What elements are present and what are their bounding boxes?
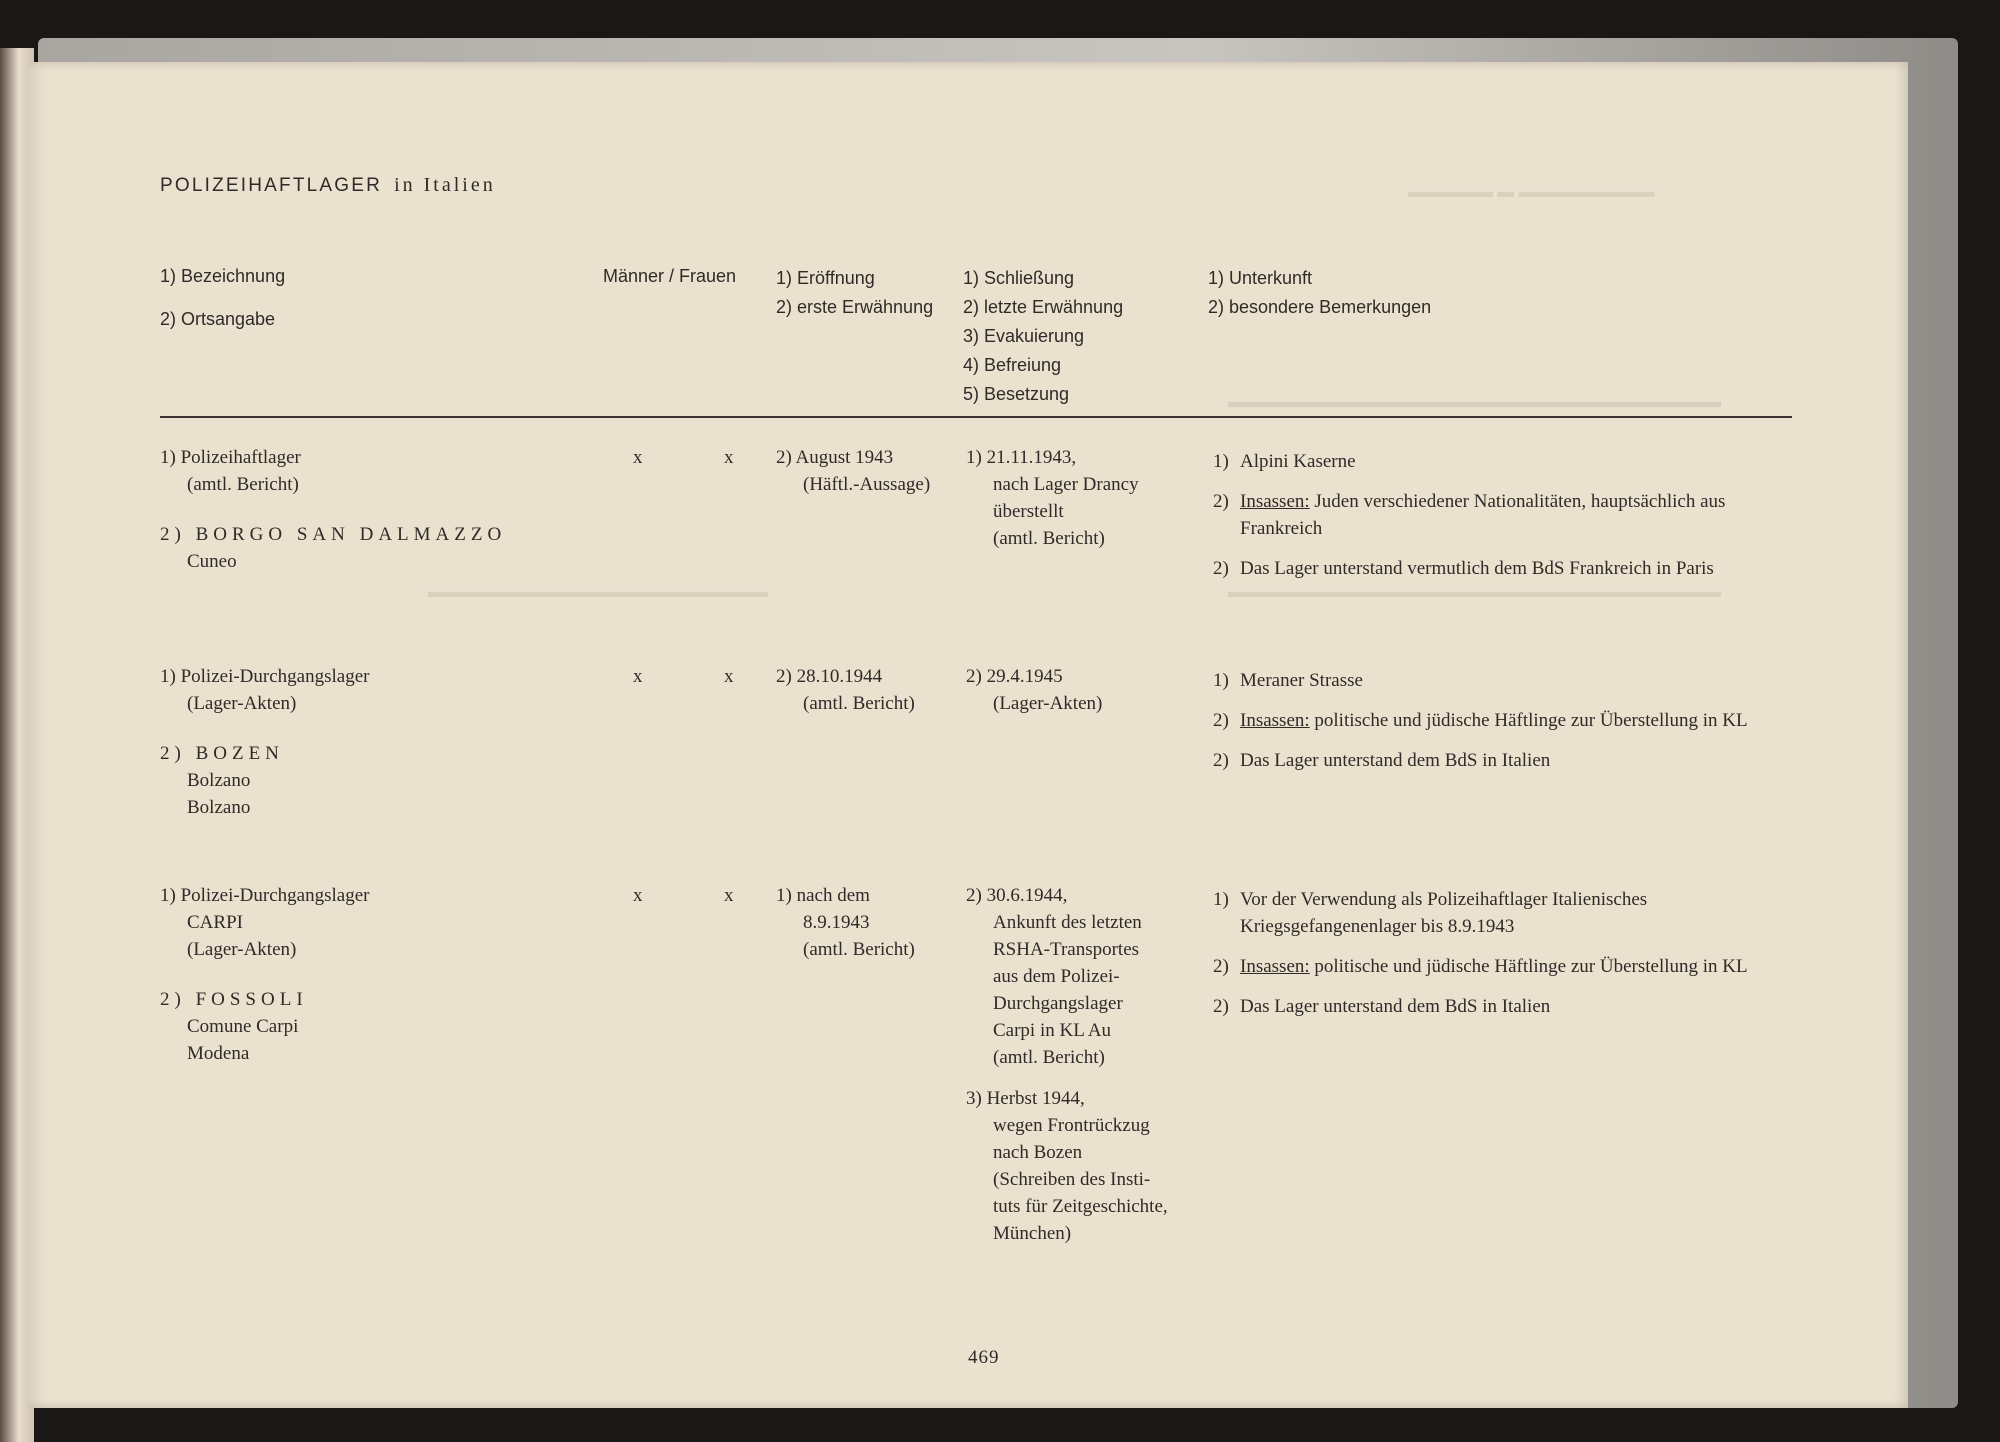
row2-open bbox=[776, 663, 915, 717]
row1-men: x bbox=[633, 447, 643, 468]
remark-text bbox=[1240, 747, 1783, 774]
remark-body: Alpini Kaserne bbox=[1240, 451, 1356, 472]
show-through-text: ▬▬▬▬▬▬▬▬▬▬▬▬▬▬▬▬▬▬▬▬▬▬▬▬▬▬▬▬▬ bbox=[1228, 582, 1721, 601]
row1-place-line: Cuneo bbox=[187, 551, 237, 572]
row3-women: x bbox=[724, 885, 734, 906]
remark-body: Das Lager unterstand vermutlich dem BdS Frankreich in Paris bbox=[1240, 558, 1714, 579]
row2-name-line: (Lager-Akten) bbox=[187, 693, 297, 714]
remark-text bbox=[1240, 488, 1783, 542]
row3-name-line: 1) Polizei-Durchgangslager bbox=[160, 885, 370, 906]
header-line: 3) Evakuierung bbox=[963, 326, 1085, 346]
row3-close-line: 2) 30.6.1944, bbox=[966, 885, 1068, 906]
remark-num: 2) bbox=[1213, 750, 1229, 771]
remark-body: Meraner Strasse bbox=[1240, 670, 1363, 691]
header-col-open bbox=[776, 264, 933, 322]
remark-num: 2) bbox=[1213, 996, 1229, 1017]
remark-num: 2) bbox=[1213, 491, 1229, 512]
row3-remarks bbox=[1213, 886, 1783, 1033]
header-line: 2) besondere Bemerkungen bbox=[1208, 297, 1432, 317]
remark-text bbox=[1240, 886, 1783, 940]
remark-text bbox=[1240, 993, 1783, 1020]
remark-item bbox=[1213, 747, 1783, 774]
remark-num: 1) bbox=[1213, 889, 1229, 910]
remark-item bbox=[1213, 667, 1783, 694]
remark-text bbox=[1240, 555, 1783, 582]
remark-item bbox=[1213, 993, 1783, 1020]
row1-open bbox=[776, 444, 930, 498]
row3-close-line: tuts für Zeitgeschichte, bbox=[993, 1196, 1168, 1217]
row1-close-line: 1) 21.11.1943, bbox=[966, 447, 1077, 468]
show-through-text: ▬▬▬▬▬▬▬▬▬▬▬▬▬▬▬▬▬▬▬▬▬▬▬▬▬▬▬▬▬ bbox=[1228, 392, 1721, 411]
header-col-gender: Männer / Frauen bbox=[603, 266, 737, 286]
row1-open-line: (Häftl.-Aussage) bbox=[803, 474, 931, 495]
row1-name-line: (amtl. Bericht) bbox=[187, 474, 299, 495]
remark-num: 2) bbox=[1213, 558, 1229, 579]
row1-close bbox=[966, 444, 1139, 552]
row2-close-line: (Lager-Akten) bbox=[993, 693, 1103, 714]
header-line: 1) Unterkunft bbox=[1208, 268, 1313, 288]
row3-open-line: 1) nach dem bbox=[776, 885, 870, 906]
header-line: 2) erste Erwähnung bbox=[776, 297, 934, 317]
header-line: 1) Bezeichnung bbox=[160, 266, 286, 286]
remark-item bbox=[1213, 555, 1783, 582]
row1-women: x bbox=[724, 447, 734, 468]
remark-item bbox=[1213, 707, 1783, 734]
page-number: 469 bbox=[968, 1347, 1000, 1368]
remark-item bbox=[1213, 488, 1783, 542]
remark-item bbox=[1213, 886, 1783, 940]
header-col-designation bbox=[160, 262, 285, 334]
row3-close-line: München) bbox=[993, 1223, 1072, 1244]
remark-text bbox=[1240, 448, 1783, 475]
row3-open-line: 8.9.1943 bbox=[803, 912, 870, 933]
remark-underlined-label: Insassen: bbox=[1240, 710, 1310, 731]
row2-men: x bbox=[633, 666, 643, 687]
row2-open-line: (amtl. Bericht) bbox=[803, 693, 915, 714]
row3-close-line: nach Bozen bbox=[993, 1142, 1083, 1163]
title-light: in Italien bbox=[394, 174, 496, 196]
row2-name-line: 1) Polizei-Durchgangslager bbox=[160, 666, 370, 687]
row3-men: x bbox=[633, 885, 643, 906]
row1-remarks bbox=[1213, 448, 1783, 595]
row2-designation bbox=[160, 663, 369, 821]
remark-body: Vor der Verwendung als Polizeihaftlager Italienisches Kriegsgefangenenlager bis 8.9.1943 bbox=[1240, 889, 1648, 937]
row2-women: x bbox=[724, 666, 734, 687]
remark-body: Das Lager unterstand dem BdS in Italien bbox=[1240, 750, 1551, 771]
remark-num: 1) bbox=[1213, 670, 1229, 691]
remark-num: 1) bbox=[1213, 451, 1229, 472]
row3-name-line: (Lager-Akten) bbox=[187, 939, 297, 960]
header-line: 5) Besetzung bbox=[963, 384, 1070, 404]
row2-close-line: 2) 29.4.1945 bbox=[966, 666, 1063, 687]
row3-close bbox=[966, 882, 1168, 1247]
row3-designation bbox=[160, 882, 369, 1067]
book-page bbox=[28, 62, 1908, 1408]
row3-close-line: Ankunft des letzten bbox=[993, 912, 1142, 933]
header-line: 2) Ortsangabe bbox=[160, 309, 276, 329]
row3-close-line: Durchgangslager bbox=[993, 993, 1123, 1014]
row3-name-line: CARPI bbox=[187, 912, 243, 933]
row2-close bbox=[966, 663, 1102, 717]
row3-close-line: 3) Herbst 1944, bbox=[966, 1088, 1085, 1109]
header-line: 4) Befreiung bbox=[963, 355, 1062, 375]
row2-remarks bbox=[1213, 667, 1783, 787]
row2-open-line: 2) 28.10.1944 bbox=[776, 666, 883, 687]
remark-text bbox=[1240, 667, 1783, 694]
row1-close-line: nach Lager Drancy bbox=[993, 474, 1139, 495]
remark-text bbox=[1240, 707, 1783, 734]
header-col-remarks bbox=[1208, 264, 1431, 322]
row1-close-line: überstellt bbox=[993, 501, 1064, 522]
row2-place-line: Bolzano bbox=[187, 797, 251, 818]
row3-close-line: aus dem Polizei- bbox=[993, 966, 1120, 987]
remark-item bbox=[1213, 448, 1783, 475]
remark-underlined-label: Insassen: bbox=[1240, 956, 1310, 977]
remark-body: politische und jüdische Häftlinge zur Überstellung in KL bbox=[1309, 710, 1748, 731]
row3-place-line: Modena bbox=[187, 1043, 250, 1064]
header-line: 2) letzte Erwähnung bbox=[963, 297, 1124, 317]
row3-place-line: Comune Carpi bbox=[187, 1016, 299, 1037]
remark-num: 2) bbox=[1213, 710, 1229, 731]
header-col-close bbox=[963, 264, 1123, 409]
remark-body: Juden verschiedener Nationalitäten, hauptsächlich aus Frankreich bbox=[1240, 491, 1726, 539]
show-through-text: ▬▬▬▬▬▬▬▬▬▬▬▬▬▬▬▬▬▬▬▬ bbox=[428, 582, 768, 601]
title-bold: POLIZEIHAFTLAGER bbox=[160, 175, 383, 196]
row2-place-line: Bolzano bbox=[187, 770, 251, 791]
row3-open-line: (amtl. Bericht) bbox=[803, 939, 915, 960]
remark-num: 2) bbox=[1213, 956, 1229, 977]
show-through-text: ▬▬▬▬▬▬▬▬ ▬ ▬▬▬▬▬ bbox=[1408, 182, 1655, 201]
remark-body: politische und jüdische Häftlinge zur Überstellung in KL bbox=[1309, 956, 1748, 977]
row1-open-line: 2) August 1943 bbox=[776, 447, 894, 468]
remark-item bbox=[1213, 953, 1783, 980]
row3-close-line: Carpi in KL Au bbox=[993, 1020, 1112, 1041]
row3-close-line: wegen Frontrückzug bbox=[993, 1115, 1150, 1136]
row3-close-line: (amtl. Bericht) bbox=[993, 1047, 1105, 1068]
remark-underlined-label: Insassen: bbox=[1240, 491, 1310, 512]
row3-close-line: (Schreiben des Insti- bbox=[993, 1169, 1151, 1190]
row2-place-line: 2) BOZEN bbox=[160, 743, 284, 764]
row3-place-line: 2) FOSSOLI bbox=[160, 989, 308, 1010]
row3-close-line: RSHA-Transportes bbox=[993, 939, 1140, 960]
header-line: 1) Schließung bbox=[963, 268, 1075, 288]
row1-designation bbox=[160, 444, 506, 575]
header-divider bbox=[160, 416, 1792, 418]
remark-body: Das Lager unterstand dem BdS in Italien bbox=[1240, 996, 1551, 1017]
row3-open bbox=[776, 882, 915, 963]
row1-close-line: (amtl. Bericht) bbox=[993, 528, 1105, 549]
page-title bbox=[160, 174, 496, 197]
row1-name-line: 1) Polizeihaftlager bbox=[160, 447, 301, 468]
row1-place-line: 2) BORGO SAN DALMAZZO bbox=[160, 524, 507, 545]
remark-text bbox=[1240, 953, 1783, 980]
header-line: 1) Eröffnung bbox=[776, 268, 875, 288]
